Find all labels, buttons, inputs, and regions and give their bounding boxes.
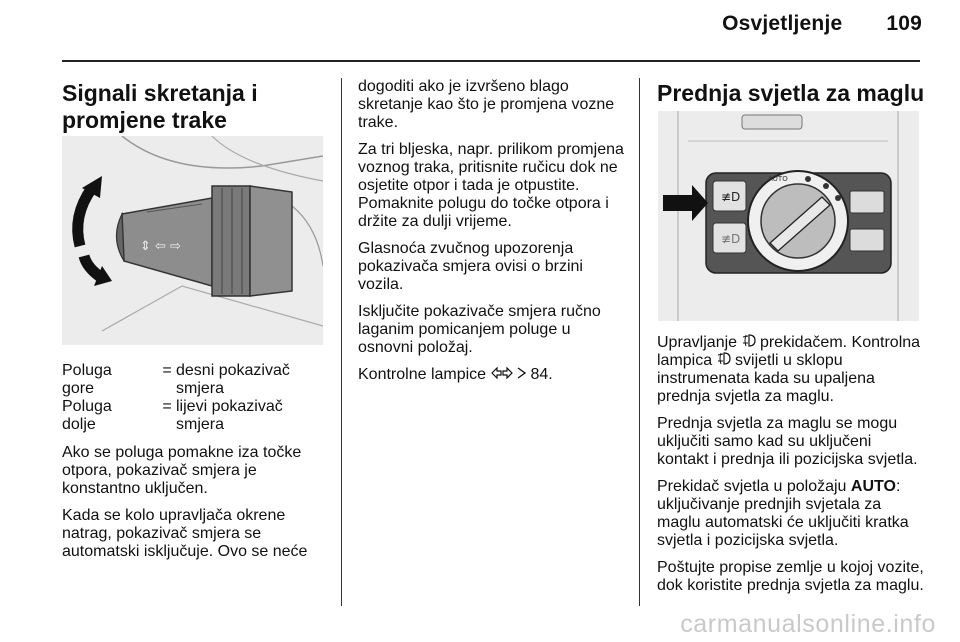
right-body-text xyxy=(657,334,929,604)
header-title: Osvjetljenje xyxy=(722,12,843,35)
header-rule xyxy=(62,60,920,62)
legend-term: Poluga dolje xyxy=(62,398,112,433)
running-header xyxy=(722,12,922,36)
paragraph: Ako se poluga pomakne iza točke otpora, pokazivač smjera je konstantno uključen. xyxy=(62,444,302,497)
dial-auto-label: AUTO xyxy=(768,175,788,183)
paragraph: dogoditi ako je izvršeno blago skretanje kao što je promjena vozne trake. xyxy=(358,78,615,131)
paragraph: Isključite pokazivače smjera ručno laganim pomicanjem poluge u osnovni položaj. xyxy=(358,303,601,356)
section-heading-turn-signals: Signali skretanja i promjene trake xyxy=(62,80,258,133)
paragraph: Kada se kolo upravljača okrene natrag, pokazivač smjera se automatski isključuje. Ovo se neće xyxy=(62,507,308,560)
auto-label: AUTO xyxy=(850,478,896,495)
paragraph: Upravljanje prekidačem. Kontrolna lampica svijetli u sklopu instrumenata kada su upaljena prednja svjetla za maglu. xyxy=(657,334,921,405)
legend-definition: desni pokazivač smjera xyxy=(176,362,290,397)
paragraph: Poštujte propise zemlje u kojoj vozite, dok koristite prednja svjetla za maglu. xyxy=(657,559,924,594)
svg-text:≢D: ≢D xyxy=(721,232,741,246)
paragraph: Prednja svjetla za maglu se mogu uključiti samo kad su uključeni kontakt i prednja ili pozicijska svjetla. xyxy=(657,415,918,468)
paragraph: Za tri bljeska, napr. prilikom promjena voznog traka, pritisnite ručicu dok ne osjetite otpor i tada je otpustite. Pomaknite polugu do točke otpora i držite za dulji vrijeme. xyxy=(358,141,624,230)
column-divider-2 xyxy=(639,78,640,606)
page-number: 109 xyxy=(886,12,922,35)
legend-term: Poluga gore xyxy=(62,362,112,397)
fog-light-indicator-icon xyxy=(717,352,731,370)
lever-legend xyxy=(62,362,332,434)
turn-signal-indicator-icon xyxy=(491,366,513,384)
fog-light-icon xyxy=(742,334,756,352)
fog-light-switch-figure xyxy=(658,111,919,321)
svg-text:≢D: ≢D xyxy=(721,190,741,204)
light-switch-illustration xyxy=(658,111,919,321)
left-body-text xyxy=(62,444,334,570)
paragraph: Kontrolne lampice 84. xyxy=(358,366,553,383)
right-column-heading xyxy=(657,80,927,107)
section-heading-fog-lights: Prednja svjetla za maglu xyxy=(657,80,925,106)
page-reference-icon xyxy=(517,366,526,384)
svg-text:⇕ ⇦ ⇨: ⇕ ⇦ ⇨ xyxy=(140,239,181,254)
middle-column xyxy=(358,78,633,393)
turn-signal-lever-figure xyxy=(62,136,323,345)
paragraph: Prekidač svjetla u položaju AUTO: uključivanje prednjih svjetala za maglu automatski će uključiti kratka svjetla i pozicijska svjetla. xyxy=(657,478,909,549)
legend-definition: lijevi pokazivač smjera xyxy=(176,398,283,433)
left-column xyxy=(62,80,330,134)
legend-equals: = xyxy=(162,398,172,415)
paragraph: Glasnoća zvučnog upozorenja pokazivača smjera ovisi o brzini vozila. xyxy=(358,240,583,293)
legend-equals: = xyxy=(162,362,172,379)
column-divider-1 xyxy=(341,78,342,606)
turn-signal-lever-illustration xyxy=(62,136,323,345)
watermark: carmanualsonline.info xyxy=(680,610,936,638)
